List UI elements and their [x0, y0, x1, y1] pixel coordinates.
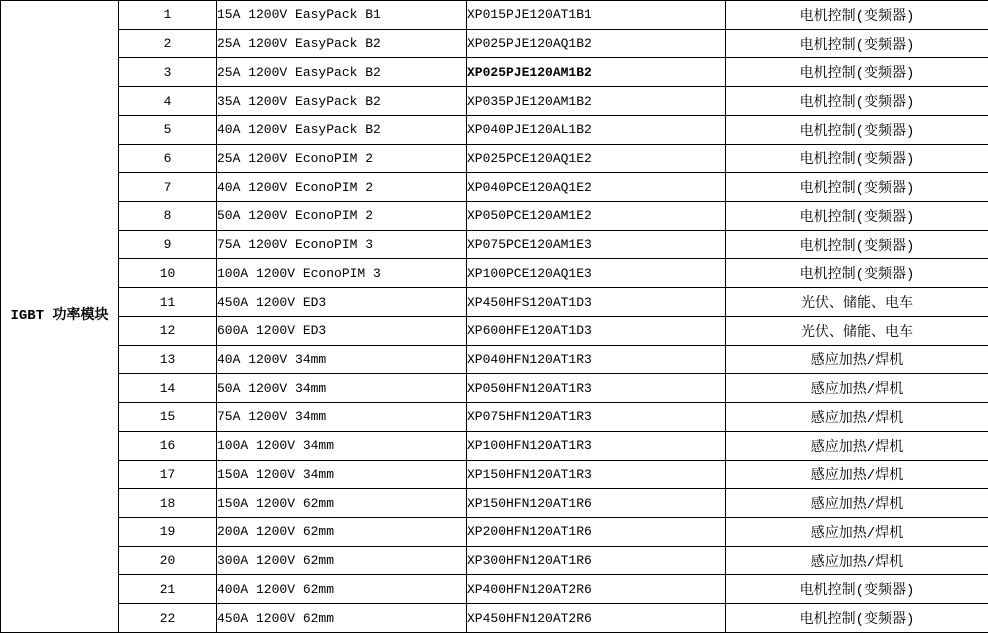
part-number-cell: XP050PCE120AM1E2	[467, 202, 726, 231]
application-cell: 电机控制(变频器)	[726, 604, 988, 633]
spec-cell: 15A 1200V EasyPack B1	[217, 1, 467, 30]
spec-cell: 100A 1200V EconoPIM 3	[217, 259, 467, 288]
application-cell: 感应加热/焊机	[726, 403, 988, 432]
spec-cell: 400A 1200V 62mm	[217, 575, 467, 604]
spec-cell: 300A 1200V 62mm	[217, 546, 467, 575]
spec-cell: 25A 1200V EconoPIM 2	[217, 144, 467, 173]
application-cell: 电机控制(变频器)	[726, 259, 988, 288]
application-cell: 电机控制(变频器)	[726, 144, 988, 173]
table-row	[1, 316, 988, 345]
application-cell: 电机控制(变频器)	[726, 115, 988, 144]
spec-cell: 75A 1200V EconoPIM 3	[217, 230, 467, 259]
row-number-cell: 4	[119, 87, 217, 116]
table-row	[1, 575, 988, 604]
table-row	[1, 517, 988, 546]
table-row	[1, 58, 988, 87]
part-number-cell: XP050HFN120AT1R3	[467, 374, 726, 403]
application-cell: 感应加热/焊机	[726, 489, 988, 518]
part-number-cell: XP600HFE120AT1D3	[467, 316, 726, 345]
spec-cell: 100A 1200V 34mm	[217, 431, 467, 460]
row-number-cell: 16	[119, 431, 217, 460]
spec-cell: 600A 1200V ED3	[217, 316, 467, 345]
application-cell: 感应加热/焊机	[726, 345, 988, 374]
application-cell: 电机控制(变频器)	[726, 173, 988, 202]
table-row	[1, 546, 988, 575]
application-cell: 电机控制(变频器)	[726, 1, 988, 30]
row-number-cell: 1	[119, 1, 217, 30]
row-number-cell: 9	[119, 230, 217, 259]
part-number-cell: XP100PCE120AQ1E3	[467, 259, 726, 288]
row-number-cell: 8	[119, 202, 217, 231]
spec-cell: 50A 1200V 34mm	[217, 374, 467, 403]
row-number-cell: 7	[119, 173, 217, 202]
table-row	[1, 431, 988, 460]
application-cell: 电机控制(变频器)	[726, 58, 988, 87]
row-number-cell: 11	[119, 288, 217, 317]
row-number-cell: 2	[119, 29, 217, 58]
spec-cell: 450A 1200V 62mm	[217, 604, 467, 633]
application-cell: 电机控制(变频器)	[726, 87, 988, 116]
row-number-cell: 18	[119, 489, 217, 518]
spec-cell: 40A 1200V 34mm	[217, 345, 467, 374]
part-number-cell: XP040PCE120AQ1E2	[467, 173, 726, 202]
row-number-cell: 14	[119, 374, 217, 403]
table-row	[1, 29, 988, 58]
table-row	[1, 604, 988, 633]
part-number-cell: XP025PJE120AM1B2	[467, 58, 726, 87]
part-number-cell: XP015PJE120AT1B1	[467, 1, 726, 30]
table-row	[1, 345, 988, 374]
application-cell: 光伏、储能、电车	[726, 288, 988, 317]
row-number-cell: 19	[119, 517, 217, 546]
application-cell: 光伏、储能、电车	[726, 316, 988, 345]
row-number-cell: 22	[119, 604, 217, 633]
part-number-cell: XP150HFN120AT1R3	[467, 460, 726, 489]
part-number-cell: XP075HFN120AT1R3	[467, 403, 726, 432]
part-number-cell: XP300HFN120AT1R6	[467, 546, 726, 575]
application-cell: 感应加热/焊机	[726, 374, 988, 403]
row-number-cell: 15	[119, 403, 217, 432]
row-number-cell: 20	[119, 546, 217, 575]
part-number-cell: XP450HFN120AT2R6	[467, 604, 726, 633]
table-row	[1, 115, 988, 144]
table-row	[1, 288, 988, 317]
row-number-cell: 17	[119, 460, 217, 489]
spec-cell: 450A 1200V ED3	[217, 288, 467, 317]
spec-cell: 40A 1200V EconoPIM 2	[217, 173, 467, 202]
spec-cell: 40A 1200V EasyPack B2	[217, 115, 467, 144]
spec-cell: 35A 1200V EasyPack B2	[217, 87, 467, 116]
table-row	[1, 489, 988, 518]
application-cell: 感应加热/焊机	[726, 460, 988, 489]
row-number-cell: 6	[119, 144, 217, 173]
part-number-cell: XP025PCE120AQ1E2	[467, 144, 726, 173]
row-number-cell: 5	[119, 115, 217, 144]
spec-cell: 25A 1200V EasyPack B2	[217, 29, 467, 58]
part-number-cell: XP450HFS120AT1D3	[467, 288, 726, 317]
category-cell: IGBT 功率模块	[1, 1, 119, 633]
spec-cell: 150A 1200V 62mm	[217, 489, 467, 518]
table-row	[1, 374, 988, 403]
row-number-cell: 13	[119, 345, 217, 374]
spec-cell: 50A 1200V EconoPIM 2	[217, 202, 467, 231]
application-cell: 感应加热/焊机	[726, 546, 988, 575]
application-cell: 电机控制(变频器)	[726, 575, 988, 604]
table-body	[1, 1, 988, 633]
table-row	[1, 259, 988, 288]
part-number-cell: XP025PJE120AQ1B2	[467, 29, 726, 58]
application-cell: 电机控制(变频器)	[726, 29, 988, 58]
application-cell: 感应加热/焊机	[726, 431, 988, 460]
application-cell: 感应加热/焊机	[726, 517, 988, 546]
row-number-cell: 3	[119, 58, 217, 87]
spec-cell: 150A 1200V 34mm	[217, 460, 467, 489]
table-row	[1, 87, 988, 116]
part-number-cell: XP100HFN120AT1R3	[467, 431, 726, 460]
row-number-cell: 21	[119, 575, 217, 604]
row-number-cell: 12	[119, 316, 217, 345]
table-row	[1, 403, 988, 432]
spec-cell: 200A 1200V 62mm	[217, 517, 467, 546]
table-row	[1, 230, 988, 259]
table-row	[1, 173, 988, 202]
part-number-cell: XP150HFN120AT1R6	[467, 489, 726, 518]
part-number-cell: XP200HFN120AT1R6	[467, 517, 726, 546]
application-cell: 电机控制(变频器)	[726, 202, 988, 231]
part-number-cell: XP035PJE120AM1B2	[467, 87, 726, 116]
row-number-cell: 10	[119, 259, 217, 288]
spec-cell: 25A 1200V EasyPack B2	[217, 58, 467, 87]
table-row	[1, 144, 988, 173]
table-row	[1, 1, 988, 30]
table-row	[1, 460, 988, 489]
application-cell: 电机控制(变频器)	[726, 230, 988, 259]
part-number-cell: XP040PJE120AL1B2	[467, 115, 726, 144]
table-row	[1, 202, 988, 231]
spec-cell: 75A 1200V 34mm	[217, 403, 467, 432]
part-number-cell: XP400HFN120AT2R6	[467, 575, 726, 604]
part-number-cell: XP075PCE120AM1E3	[467, 230, 726, 259]
part-number-cell: XP040HFN120AT1R3	[467, 345, 726, 374]
